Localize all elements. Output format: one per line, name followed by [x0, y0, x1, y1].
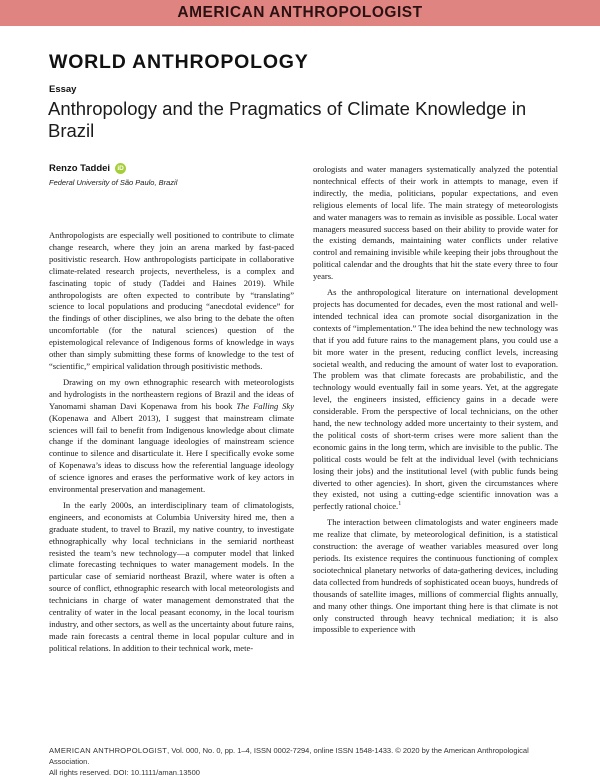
- paragraph: orologists and water managers systematically analyzed the potential nontechnical effects of their work in attempts to manage, even if indirectly, the media, politicians, popular expectations, and even religious elements of local life. The main strategy of meteorologists and water managers was to remain as invisible as possible. Local water managers measured success based on their ability to provide water for the existing demands, maintaining water conflicts under relative control and remaining invisible while keeping their jobs throughout the political calendar and the droughts that hit the state every three to four years.: [313, 164, 558, 282]
- book-title: The Falling Sky: [236, 400, 294, 411]
- footer-rights: All rights reserved. DOI: 10.1111/aman.13500: [49, 768, 200, 777]
- body-column-right: [313, 164, 558, 692]
- journal-banner: [0, 0, 600, 26]
- article-title: Anthropology and the Pragmatics of Climate Knowledge in Brazil: [48, 98, 527, 141]
- body-column-left: [49, 230, 294, 692]
- paragraph-text: Drawing on my own ethnographic research with meteorologists and hydrologists in the northeastern regions of Brazil and the ideas of Yanomami shaman Davi Kopenawa from his book The Falling Sky (Kopenawa and Albert 2013), I suggest that mainstream climate sciences will fail to benefit from Indigenous knowledge about climate change if the dominant language ideologies of mainstream science continue to silence and disarticulate it. Here I specifically evoke some of Kopenawa’s ideas to discuss how the referential language ideology of science ignores and erases the performative work of key actors in environmental preservation and management.: [49, 376, 294, 495]
- paragraph-with-footnote: [313, 287, 558, 513]
- author-line: [49, 163, 126, 174]
- section-title: WORLD ANTHROPOLOGY: [49, 51, 309, 73]
- paragraph-falling-sky: [49, 377, 294, 496]
- journal-name: AMERICAN ANTHROPOLOGIST: [177, 4, 423, 21]
- article-type: Essay: [49, 84, 77, 95]
- author-name: Renzo Taddei: [49, 163, 111, 174]
- paragraph: Anthropologists are especially well positioned to contribute to climate change research, where they join an arena marked by fast-paced positivistic research. How anthropologists participate in collaborative climate-related research projects, nevertheless, is a complex and fascinating topic of study (Taddei and Haines 2019). While anthropologists are often expected to contribute by “translating” science to local populations and producing “anecdotal evidence” for the findings of other disciplines, we also bring to the debate the often uncomfortable (for the natural sciences) question of the epistemological relevance of Indigenous forms of knowledge in ways other than simply submitting these forms of knowledge to the test of “scientific,” empirical validation through positivistic methods.: [49, 230, 294, 371]
- author-affiliation: Federal University of São Paulo, Brazil: [49, 178, 178, 187]
- paragraph: In the early 2000s, an interdisciplinary team of climatologists, engineers, and economists at Columbia University hired me, then a graduate student, to travel to Brazil, my native country, to investigate ethnographically why local technicians in the semiarid northeast resisted the team’s new technology—a computer model that linked climate forecasting techniques to water management models. In the particular case of semiarid northeast Brazil, where water is often a source of conflict, ethnographic research with local meteorologists and technicians in charge of water management demonstrated that the centrality of water in the local peasant economy, in the local tourism industry, and other sectors, as well as the uncertainty about future rains, made rain forecasts a central theme in local popular culture and in political relations. In addition to their technical work, mete-: [49, 499, 294, 653]
- orcid-icon[interactable]: iD: [115, 163, 126, 174]
- footer-citation-line: [49, 745, 569, 767]
- footnote-marker[interactable]: 1: [398, 501, 402, 508]
- footer-journal: AMERICAN ANTHROPOLOGIST: [49, 746, 168, 755]
- page-footer: [49, 745, 569, 778]
- paragraph: The interaction between climatologists and water engineers made me realize that climate, by meteorological definition, is a statistical construction: the average of weather variables measured over long periods. Its existence requires the continuous functioning of complex sociotechnical planetary networks of data-gathering devices, including data collected from hundreds of sophisticated ocean buoys, hundreds of thousands of satellite images, millions of commercial flights annually, and many other things. One important thing here is that climate is not only constructed through heavy technical mediation; it is also impossible to experience with: [313, 517, 558, 635]
- footer-citation: , Vol. 000, No. 0, pp. 1–4, ISSN 0002-7294, online ISSN 1548-1433. © 2020 by the American Anthropological Association.: [49, 746, 529, 766]
- paragraph-text: As the anthropological literature on international development projects has documented for decades, even the most rational and well-intended technical idea can promote social disorganization in the contexts of “implementation.” The idea behind the new technology was that if you add future rains to the management plans, you could use a bit more water in the present, reducing conflict levels, increasing societal wealth, and reducing the amount of water lost to evaporation. The problem was that climate forecasts are probabilistic, and the technology would eventually fail in some years. Yet, at the aggregate level, the engineers insisted, efficiency gains in a decade were considerable. From the perspective of local technicians, on the other hand, the new technology added more uncertainty to their system, and the political costs of short-term crises were more salient than the economic gains in the long term, which are invisible to the public. The political costs would be felt at the individual level (with technicians losing their jobs) and the institutional level (with public funds being diverted to other agencies). In short, given the circumstances where they existed, not using a cutting-edge scientific innovation was a perfectly rational choice.: [313, 287, 558, 512]
